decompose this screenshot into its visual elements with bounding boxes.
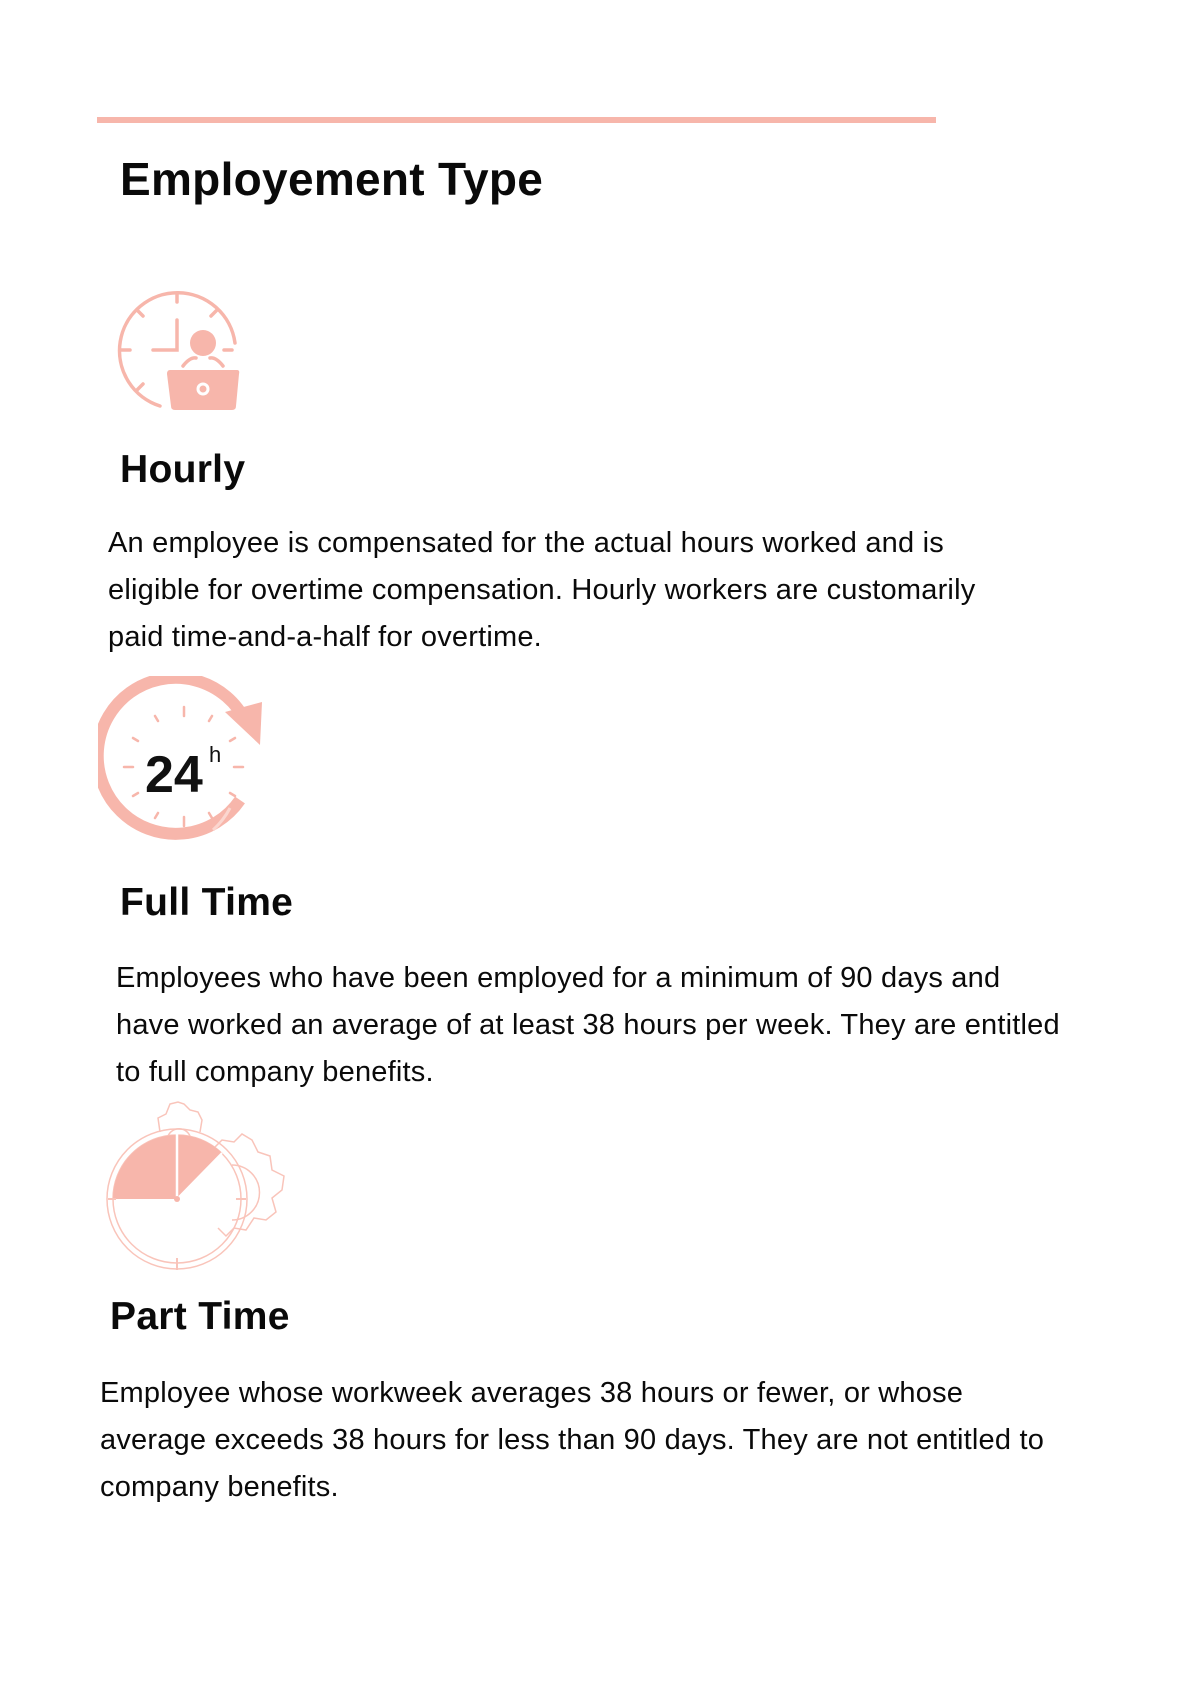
body-line: eligible for overtime compensation. Hourly workers are customarily bbox=[108, 574, 976, 606]
page-title: Employement Type bbox=[120, 153, 544, 205]
section-heading-full-time: Full Time bbox=[120, 881, 294, 924]
icon-h-text: h bbox=[209, 742, 222, 767]
section-heading-part-time: Part Time bbox=[110, 1295, 290, 1338]
body-line: average exceeds 38 hours for less than 90 days. They are not entitled to bbox=[100, 1424, 1045, 1456]
body-line: paid time-and-a-half for overtime. bbox=[108, 621, 542, 653]
header-divider bbox=[97, 117, 936, 123]
body-line: company benefits. bbox=[100, 1471, 339, 1503]
body-line: have worked an average of at least 38 hours per week. They are entitled bbox=[116, 1009, 1060, 1041]
body-line: Employees who have been employed for a minimum of 90 days and bbox=[116, 962, 1001, 994]
body-line: An employee is compensated for the actual hours worked and is bbox=[108, 527, 944, 559]
icon-24-text: 24 bbox=[145, 746, 203, 804]
section-body-hourly bbox=[108, 520, 975, 661]
body-line: to full company benefits. bbox=[116, 1056, 434, 1088]
section-body-part-time bbox=[100, 1370, 1044, 1511]
clock-person-laptop-icon bbox=[110, 285, 245, 415]
section-body-full-time bbox=[116, 955, 1060, 1096]
24-hour-clock-icon bbox=[98, 676, 268, 846]
body-line: Employee whose workweek averages 38 hours or fewer, or whose bbox=[100, 1377, 964, 1409]
section-heading-hourly: Hourly bbox=[120, 448, 246, 491]
partial-clock-gears-icon bbox=[104, 1098, 300, 1274]
